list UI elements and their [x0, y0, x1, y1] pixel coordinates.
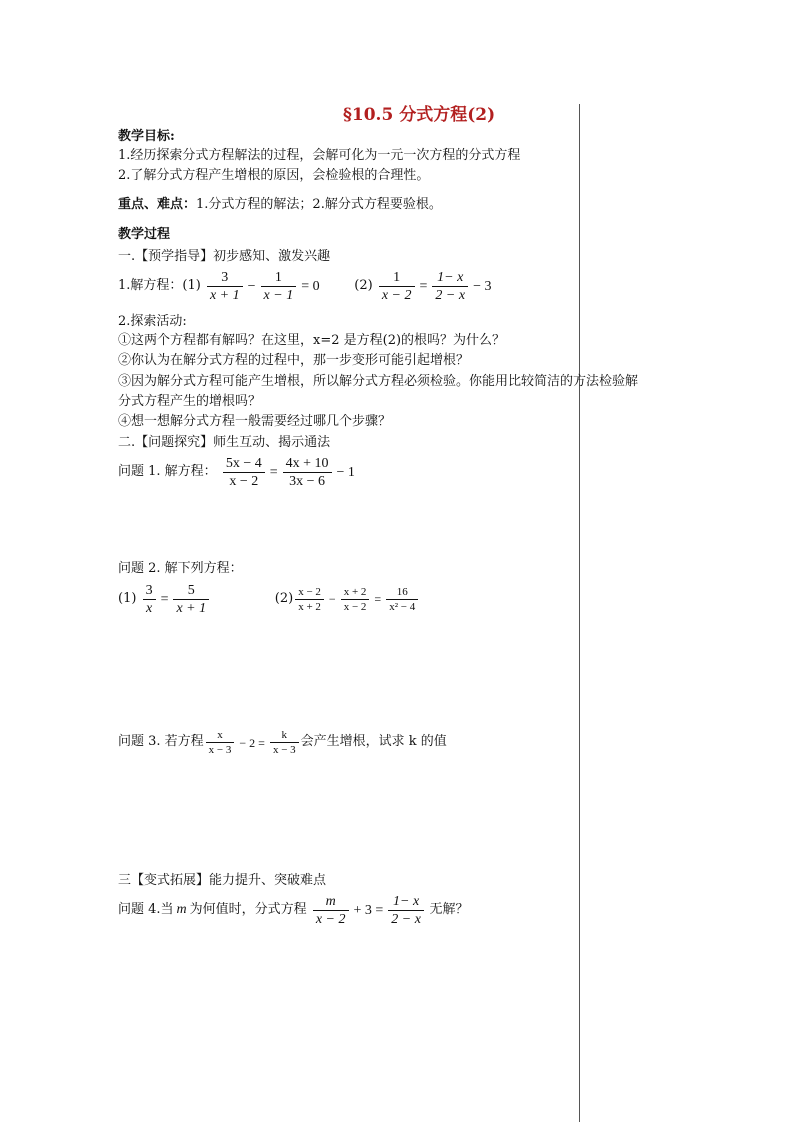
- goals-heading: 教学目标:: [118, 129, 175, 144]
- p2b-frac-2: $\frac{x + 2}{x - 2}$: [341, 585, 370, 614]
- question-1: [118, 269, 494, 304]
- activity-4: ④想一想解分式方程一般需要经过哪几个步骤？: [118, 414, 392, 429]
- p4-mid: 为何值时，分式方程: [189, 902, 307, 918]
- p2a-equation: $\frac{3}{x}$ = $\frac{5}{x + 1}$: [141, 592, 215, 607]
- p2b-tag: (2): [274, 591, 294, 607]
- eq2-frac-1: $\frac{1}{x - 2}$: [379, 269, 415, 304]
- p3-tail: 会产生增根，试求 k 的值: [300, 733, 447, 749]
- keypoints-text: 1.分式方程的解法；2.解分式方程要验根。: [196, 197, 442, 212]
- p2b-frac-3: $\frac{16}{\text{x² − 4}}$: [386, 585, 418, 614]
- page-margin-rule: [579, 104, 580, 1122]
- p4-var: m: [176, 902, 187, 918]
- eq1-frac-2: $\frac{1}{x - 1}$: [261, 269, 297, 304]
- p3-frac-2: $\frac{k}{x - 3}$: [270, 728, 299, 757]
- equation-1: $\frac{3}{x + 1}$ − $\frac{1}{x - 1}$ = 0: [205, 279, 326, 294]
- problem-3: [118, 728, 447, 757]
- p4-label: 问题 4.当: [118, 902, 174, 918]
- equation-2: $\frac{1}{x - 2}$ = $\frac{1- x}{2 - x}$ − 3: [377, 279, 495, 294]
- q1-b-tag: (2): [354, 278, 373, 294]
- p2-label: 问题 2. 解下列方程：: [118, 561, 243, 576]
- q1-a-tag: (1): [182, 278, 201, 294]
- p4-frac-2: $\frac{1- x}{2 - x}$: [388, 893, 424, 928]
- p3-frac-1: $\frac{x}{x - 3}$: [206, 728, 235, 757]
- q1-label: 1.解方程：: [118, 278, 183, 294]
- p3-equation: $\frac{x}{x - 3}$ − 2 = $\frac{k}{x - 3}$: [204, 734, 301, 748]
- problem-4: [118, 893, 468, 928]
- section1-heading: 一.【预学指导】初步感知、激发兴趣: [118, 249, 331, 264]
- p4-equation: $\frac{m}{x - 2}$ + 3 = $\frac{1- x}{2 - x}$: [311, 903, 430, 918]
- p1-label: 问题 1. 解方程：: [118, 464, 217, 480]
- p3-label: 问题 3. 若方程: [118, 733, 204, 749]
- section2-heading: 二.【问题探究】师生互动、揭示通法: [118, 435, 331, 450]
- keypoints: [118, 197, 442, 213]
- p2a-frac-2: $\frac{5}{x + 1}$: [173, 582, 209, 617]
- p2b-frac-1: $\frac{x - 2}{x + 2}$: [295, 585, 324, 614]
- goal-item-2: 2.了解分式方程产生增根的原因，会检验根的合理性。: [118, 168, 430, 183]
- keypoints-label: 重点、难点：: [118, 197, 197, 212]
- p2a-frac-1: $\frac{3}{x}$: [143, 582, 156, 617]
- page-title: §10.5 分式方程(2): [343, 105, 496, 125]
- activity-heading: 2.探索活动:: [118, 314, 187, 329]
- p4-tail: 无解？: [429, 902, 469, 918]
- p4-frac-1: $\frac{m}{x - 2}$: [313, 893, 349, 928]
- activity-3-cont: 分式方程产生的增根吗？: [118, 394, 262, 409]
- problem-2: [118, 582, 420, 617]
- p1-frac-1: $\frac{5x - 4}{x - 2}$: [223, 455, 265, 490]
- p2a-tag: (1): [118, 591, 137, 607]
- problem-1: [118, 455, 358, 490]
- goal-item-1: 1.经历探索分式方程解法的过程，会解可化为一元一次方程的分式方程: [118, 148, 521, 163]
- activity-1: ①这两个方程都有解吗？在这里，x=2 是方程(2)的根吗？为什么？: [118, 333, 506, 348]
- process-heading: 教学过程: [118, 227, 171, 242]
- p2b-equation: $\frac{x - 2}{x + 2}$ − $\frac{x + 2}{x - 2}$ = $\frac{16}{\text{x² − 4}}$: [293, 592, 420, 606]
- activity-3: ③因为解分式方程可能产生增根，所以解分式方程必须检验。你能用比较简洁的方法检验解: [118, 374, 639, 389]
- section3-heading: 三【变式拓展】能力提升、突破难点: [118, 873, 327, 888]
- eq1-frac-1: $\frac{3}{x + 1}$: [207, 269, 243, 304]
- activity-2: ②你认为在解分式方程的过程中，那一步变形可能引起增根？: [118, 353, 470, 368]
- eq2-frac-2: $\frac{1- x}{2 - x}$: [432, 269, 468, 304]
- p1-equation: $\frac{5x - 4}{x - 2}$ = $\frac{4x + 10}{3x - 6}$ − 1: [221, 465, 358, 480]
- p1-frac-2: $\frac{4x + 10}{3x - 6}$: [283, 455, 332, 490]
